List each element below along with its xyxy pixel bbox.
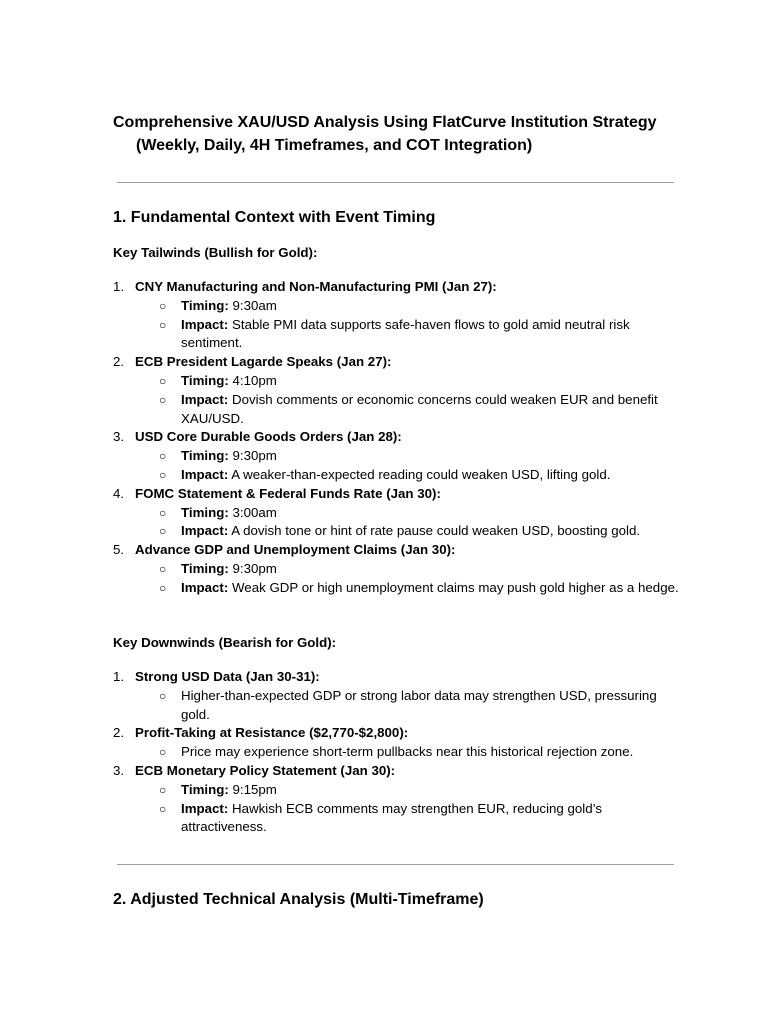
impact-text: Weak GDP or high unemployment claims may push gold higher as a hedge. <box>232 579 679 595</box>
list-number: 4. <box>113 485 125 501</box>
hollow-bullet-icon: ○ <box>159 467 167 482</box>
timing-value: 3:00am <box>232 504 277 520</box>
hollow-bullet-icon: ○ <box>159 561 167 576</box>
timing-value: 9:30pm <box>232 560 277 576</box>
hollow-bullet-icon: ○ <box>159 505 167 520</box>
event-title: ECB Monetary Policy Statement (Jan 30): <box>135 762 396 778</box>
hollow-bullet-icon: ○ <box>159 524 167 539</box>
impact-label: Impact: <box>181 316 229 332</box>
event-title: FOMC Statement & Federal Funds Rate (Jan 30): <box>135 485 441 501</box>
timing-label: Timing: <box>181 448 229 464</box>
detail-line <box>159 687 683 725</box>
divider <box>117 182 674 183</box>
hollow-bullet-icon: ○ <box>159 745 167 760</box>
event-title: ECB President Lagarde Speaks (Jan 27): <box>135 354 392 370</box>
hollow-bullet-icon: ○ <box>159 373 167 388</box>
downwinds-list <box>113 668 683 837</box>
timing-label: Timing: <box>181 297 229 313</box>
timing-line <box>159 504 683 523</box>
timing-line <box>159 781 683 800</box>
detail-line <box>159 743 683 762</box>
timing-line <box>159 372 683 391</box>
impact-line <box>159 522 683 541</box>
timing-line <box>159 560 683 579</box>
downwinds-heading: Key Downwinds (Bearish for Gold): <box>113 635 337 650</box>
hollow-bullet-icon: ○ <box>159 580 167 595</box>
event-title: Advance GDP and Unemployment Claims (Jan 30): <box>135 542 456 558</box>
list-item <box>113 724 683 743</box>
timing-value: 4:10pm <box>232 372 277 388</box>
list-item <box>113 278 683 297</box>
timing-line <box>159 447 683 466</box>
event-title: Strong USD Data (Jan 30-31): <box>135 669 320 684</box>
timing-label: Timing: <box>181 781 229 797</box>
title-line-2: (Weekly, Daily, 4H Timeframes, and COT Integration) <box>136 137 533 154</box>
event-title: Profit-Taking at Resistance ($2,770-$2,800): <box>135 725 409 741</box>
hollow-bullet-icon: ○ <box>159 801 167 816</box>
list-number: 3. <box>113 429 125 445</box>
hollow-bullet-icon: ○ <box>159 392 167 407</box>
list-item <box>113 762 683 781</box>
hollow-bullet-icon: ○ <box>159 782 167 797</box>
section-1-heading: 1. Fundamental Context with Event Timing <box>113 209 436 226</box>
tailwinds-list <box>113 278 683 598</box>
impact-label: Impact: <box>181 466 229 482</box>
event-title: USD Core Durable Goods Orders (Jan 28): <box>135 429 402 445</box>
list-item <box>113 541 683 560</box>
event-title: CNY Manufacturing and Non-Manufacturing PMI (Jan 27): <box>135 279 497 294</box>
detail-text: Higher-than-expected GDP or strong labor data may strengthen USD, pressuring gold. <box>181 687 657 722</box>
hollow-bullet-icon: ○ <box>159 298 167 313</box>
impact-line <box>159 800 683 838</box>
impact-text: Stable PMI data supports safe-haven flows to gold amid neutral risk sentiment. <box>181 316 630 351</box>
list-number: 1. <box>113 279 125 294</box>
impact-label: Impact: <box>181 391 229 407</box>
impact-text: Hawkish ECB comments may strengthen EUR, reducing gold’s attractiveness. <box>181 800 603 835</box>
impact-text: A dovish tone or hint of rate pause could weaken USD, boosting gold. <box>231 523 641 539</box>
title-line-1: Comprehensive XAU/USD Analysis Using FlatCurve Institution Strategy <box>113 114 657 131</box>
impact-line <box>159 466 683 485</box>
list-number: 2. <box>113 725 125 741</box>
timing-label: Timing: <box>181 372 229 388</box>
hollow-bullet-icon: ○ <box>159 449 167 464</box>
timing-line <box>159 297 683 316</box>
impact-line <box>159 316 683 354</box>
timing-label: Timing: <box>181 560 229 576</box>
list-number: 3. <box>113 762 125 778</box>
timing-value: 9:15pm <box>232 781 277 797</box>
hollow-bullet-icon: ○ <box>159 688 167 703</box>
list-item <box>113 668 683 687</box>
list-item <box>113 485 683 504</box>
tailwinds-heading: Key Tailwinds (Bullish for Gold): <box>113 245 318 260</box>
list-item <box>113 353 683 372</box>
impact-label: Impact: <box>181 800 229 816</box>
hollow-bullet-icon: ○ <box>159 317 167 332</box>
impact-text: Dovish comments or economic concerns could weaken EUR and benefit XAU/USD. <box>181 391 658 426</box>
detail-text: Price may experience short-term pullbacks near this historical rejection zone. <box>181 744 634 760</box>
section-2-heading: 2. Adjusted Technical Analysis (Multi-Timeframe) <box>113 891 484 908</box>
impact-label: Impact: <box>181 579 229 595</box>
list-number: 1. <box>113 669 125 684</box>
list-number: 5. <box>113 542 125 558</box>
list-item <box>113 428 683 447</box>
list-number: 2. <box>113 354 125 370</box>
impact-line <box>159 579 683 598</box>
document-title <box>113 111 693 157</box>
timing-label: Timing: <box>181 504 229 520</box>
timing-value: 9:30am <box>232 297 277 313</box>
divider <box>117 864 674 865</box>
impact-text: A weaker-than-expected reading could weaken USD, lifting gold. <box>231 466 611 482</box>
impact-line <box>159 391 683 429</box>
impact-label: Impact: <box>181 523 229 539</box>
timing-value: 9:30pm <box>232 448 277 464</box>
